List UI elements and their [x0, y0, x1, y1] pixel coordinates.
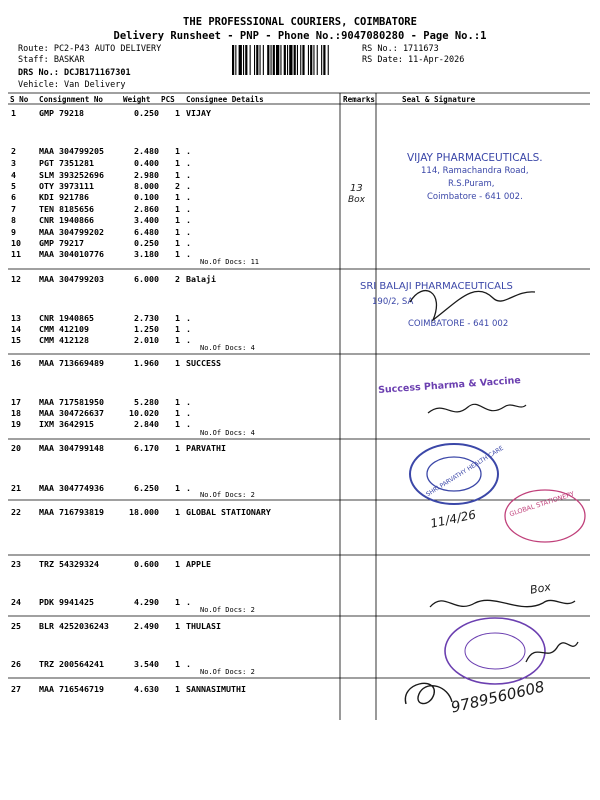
- row-consignment: MAA 304010776: [39, 249, 104, 259]
- row-pcs: 1: [175, 443, 180, 453]
- stamp-balaji-name: SRI BALAJI PHARMACEUTICALS: [360, 281, 513, 292]
- row-sno: 5: [11, 181, 16, 191]
- row-pcs: 1: [175, 227, 180, 237]
- runsheet-title: Delivery Runsheet - PNP - Phone No.:9047080280 - Page No.:1: [113, 30, 487, 42]
- row-sno: 12: [11, 274, 21, 284]
- row-weight: 0.250: [134, 238, 159, 248]
- row-consignment: MAA 304799205: [39, 146, 104, 156]
- row-weight: 6.250: [134, 483, 159, 493]
- stamp-global-text: GLOBAL STATIONERY: [508, 489, 576, 519]
- row-sno: 16: [11, 358, 21, 368]
- row-consignee: .: [186, 397, 191, 407]
- row-weight: 2.840: [134, 419, 159, 429]
- row-consignee: .: [186, 158, 191, 168]
- row-weight: 6.170: [134, 443, 159, 453]
- col-consignee: Consignee Details: [186, 95, 264, 104]
- row-weight: 5.280: [134, 397, 159, 407]
- row-consignment: MAA 713669489: [39, 358, 104, 368]
- row-consignment: BLR 4252036243: [39, 621, 109, 631]
- row-consignee: .: [186, 192, 191, 202]
- row-sno: 13: [11, 313, 21, 323]
- vehicle-label: Vehicle: Van Delivery: [18, 80, 126, 90]
- row-sno: 26: [11, 659, 21, 669]
- signature-sannasimuthi: [398, 672, 458, 714]
- row-weight: 10.020: [129, 408, 159, 418]
- row-pcs: 1: [175, 192, 180, 202]
- doc-count: No.Of Docs: 11: [200, 258, 260, 266]
- col-remarks: Remarks: [343, 95, 376, 104]
- row-pcs: 1: [175, 146, 180, 156]
- row-consignment: MAA 304774936: [39, 483, 104, 493]
- remarks-box: Box: [348, 195, 366, 205]
- row-weight: 8.000: [134, 181, 159, 191]
- signature-thulasi: [522, 632, 582, 672]
- route-label: Route: PC2-P43 AUTO DELIVERY: [18, 44, 162, 54]
- row-sno: 11: [11, 249, 21, 259]
- row-consignment: MAA 304799148: [39, 443, 104, 453]
- row-consignment: TEN 8185656: [39, 204, 94, 214]
- row-pcs: 1: [175, 313, 180, 323]
- signature-date: 11/4/26: [429, 507, 478, 531]
- row-consignment: KDI 921786: [39, 192, 89, 202]
- row-consignment: MAA 717581950: [39, 397, 104, 407]
- row-sno: 7: [11, 204, 16, 214]
- row-consignee: .: [186, 419, 191, 429]
- row-consignment: SLM 393252696: [39, 170, 104, 180]
- row-sno: 3: [11, 158, 16, 168]
- row-consignee: .: [186, 249, 191, 259]
- row-weight: 2.980: [134, 170, 159, 180]
- row-pcs: 1: [175, 108, 180, 118]
- col-sno: S No: [10, 95, 29, 104]
- row-consignment: MAA 304799203: [39, 274, 104, 284]
- stamp-success: Success Pharma & Vaccine: [377, 375, 522, 396]
- row-weight: 3.400: [134, 215, 159, 225]
- row-consignee: .: [186, 238, 191, 248]
- col-weight: Weight: [123, 95, 151, 104]
- row-pcs: 1: [175, 507, 180, 517]
- row-pcs: 1: [175, 215, 180, 225]
- col-seal: Seal & Signature: [402, 95, 476, 104]
- row-consignment: CNR 1940865: [39, 313, 94, 323]
- row-sno: 8: [11, 215, 16, 225]
- row-consignee: .: [186, 181, 191, 191]
- row-consignee: .: [186, 170, 191, 180]
- row-pcs: 1: [175, 419, 180, 429]
- remarks-count: 13: [350, 183, 363, 194]
- row-consignee: Balaji: [186, 274, 216, 284]
- row-pcs: 1: [175, 204, 180, 214]
- row-pcs: 1: [175, 358, 180, 368]
- stamp-vijay-address: 114, Ramachandra Road,: [421, 166, 529, 176]
- row-consignee: VIJAY: [186, 108, 211, 118]
- row-consignment: PDK 9941425: [39, 597, 94, 607]
- signature-box: Box: [529, 580, 552, 597]
- row-sno: 17: [11, 397, 21, 407]
- row-consignee: .: [186, 597, 191, 607]
- company-title: THE PROFESSIONAL COURIERS, COIMBATORE: [183, 16, 417, 28]
- row-consignment: TRZ 200564241: [39, 659, 104, 669]
- row-consignment: MAA 716546719: [39, 684, 104, 694]
- row-consignment: IXM 3642915: [39, 419, 94, 429]
- row-consignment: GMP 79217: [39, 238, 84, 248]
- doc-count: No.Of Docs: 4: [200, 344, 255, 352]
- row-consignment: MAA 716793819: [39, 507, 104, 517]
- row-consignee: SANNASIMUTHI: [186, 684, 246, 694]
- row-sno: 23: [11, 559, 21, 569]
- stamp-vijay-name: VIJAY PHARMACEUTICALS.: [407, 152, 543, 164]
- row-consignment: CMM 412109: [39, 324, 89, 334]
- row-weight: 0.100: [134, 192, 159, 202]
- row-pcs: 1: [175, 408, 180, 418]
- row-consignment: CNR 1940866: [39, 215, 94, 225]
- row-consignment: GMP 79218: [39, 108, 84, 118]
- row-pcs: 1: [175, 170, 180, 180]
- row-sno: 24: [11, 597, 21, 607]
- stamp-vijay-area: R.S.Puram,: [448, 179, 495, 189]
- row-weight: 1.250: [134, 324, 159, 334]
- row-weight: 3.180: [134, 249, 159, 259]
- row-pcs: 1: [175, 559, 180, 569]
- stamp-balaji-address: 190/2, SA: [372, 297, 414, 307]
- row-consignee: .: [186, 335, 191, 345]
- row-consignee: .: [186, 483, 191, 493]
- row-sno: 10: [11, 238, 21, 248]
- doc-count: No.Of Docs: 2: [200, 668, 255, 676]
- signature-phone: 9789560608: [449, 677, 547, 717]
- col-pcs: PCS: [161, 95, 175, 104]
- rs-no-label: RS No.: 1711673: [362, 44, 439, 54]
- row-weight: 2.010: [134, 335, 159, 345]
- row-weight: 4.630: [134, 684, 159, 694]
- row-sno: 15: [11, 335, 21, 345]
- stamp-balaji-city: COIMBATORE - 641 002: [408, 319, 509, 329]
- row-sno: 20: [11, 443, 21, 453]
- row-weight: 0.250: [134, 108, 159, 118]
- row-consignee: .: [186, 227, 191, 237]
- row-pcs: 1: [175, 621, 180, 631]
- row-sno: 2: [11, 146, 16, 156]
- doc-count: No.Of Docs: 4: [200, 429, 255, 437]
- row-pcs: 2: [175, 181, 180, 191]
- row-consignee: THULASI: [186, 621, 221, 631]
- row-weight: 2.480: [134, 146, 159, 156]
- row-sno: 27: [11, 684, 21, 694]
- row-consignee: .: [186, 204, 191, 214]
- row-sno: 25: [11, 621, 21, 631]
- col-consignment: Consignment No: [39, 95, 104, 104]
- drs-label: DRS No.: DCJB171167301: [18, 68, 131, 78]
- row-sno: 4: [11, 170, 16, 180]
- row-consignment: CMM 412128: [39, 335, 89, 345]
- row-weight: 0.400: [134, 158, 159, 168]
- stamp-parvathi-text: SHRI PARVATHY HEALTH CARE: [424, 444, 505, 499]
- row-sno: 22: [11, 507, 21, 517]
- rs-date-label: RS Date: 11-Apr-2026: [362, 55, 465, 65]
- row-weight: 2.490: [134, 621, 159, 631]
- row-consignment: OTY 3973111: [39, 181, 94, 191]
- row-consignment: PGT 7351281: [39, 158, 94, 168]
- doc-count: No.Of Docs: 2: [200, 491, 255, 499]
- row-weight: 6.000: [134, 274, 159, 284]
- signature-scribbles: [405, 240, 555, 340]
- row-weight: 4.290: [134, 597, 159, 607]
- signature-apple: [425, 585, 595, 620]
- row-consignee: SUCCESS: [186, 358, 221, 368]
- doc-count: No.Of Docs: 2: [200, 606, 255, 614]
- row-consignee: .: [186, 215, 191, 225]
- row-pcs: 1: [175, 158, 180, 168]
- staff-label: Staff: BASKAR: [18, 55, 85, 65]
- row-pcs: 1: [175, 397, 180, 407]
- signature-success: [420, 395, 530, 425]
- row-pcs: 1: [175, 483, 180, 493]
- row-sno: 19: [11, 419, 21, 429]
- row-weight: 2.860: [134, 204, 159, 214]
- row-consignment: TRZ 54329324: [39, 559, 99, 569]
- row-consignee: .: [186, 146, 191, 156]
- row-sno: 14: [11, 324, 21, 334]
- row-pcs: 1: [175, 324, 180, 334]
- row-weight: 1.960: [134, 358, 159, 368]
- row-sno: 18: [11, 408, 21, 418]
- row-sno: 9: [11, 227, 16, 237]
- row-consignment: MAA 304799202: [39, 227, 104, 237]
- row-consignment: MAA 304726637: [39, 408, 104, 418]
- row-consignee: GLOBAL STATIONARY: [186, 507, 271, 517]
- row-pcs: 2: [175, 274, 180, 284]
- row-pcs: 1: [175, 684, 180, 694]
- stamp-vijay-city: Coimbatore - 641 002.: [427, 192, 523, 202]
- row-consignee: .: [186, 408, 191, 418]
- row-consignee: APPLE: [186, 559, 211, 569]
- row-sno: 1: [11, 108, 16, 118]
- row-pcs: 1: [175, 238, 180, 248]
- row-weight: 3.540: [134, 659, 159, 669]
- row-pcs: 1: [175, 249, 180, 259]
- row-pcs: 1: [175, 335, 180, 345]
- row-consignee: .: [186, 313, 191, 323]
- row-consignee: PARVATHI: [186, 443, 226, 453]
- row-weight: 2.730: [134, 313, 159, 323]
- row-weight: 6.480: [134, 227, 159, 237]
- row-weight: 18.000: [129, 507, 159, 517]
- row-sno: 21: [11, 483, 21, 493]
- row-pcs: 1: [175, 659, 180, 669]
- row-weight: 0.600: [134, 559, 159, 569]
- row-consignee: .: [186, 324, 191, 334]
- row-sno: 6: [11, 192, 16, 202]
- row-pcs: 1: [175, 597, 180, 607]
- row-consignee: .: [186, 659, 191, 669]
